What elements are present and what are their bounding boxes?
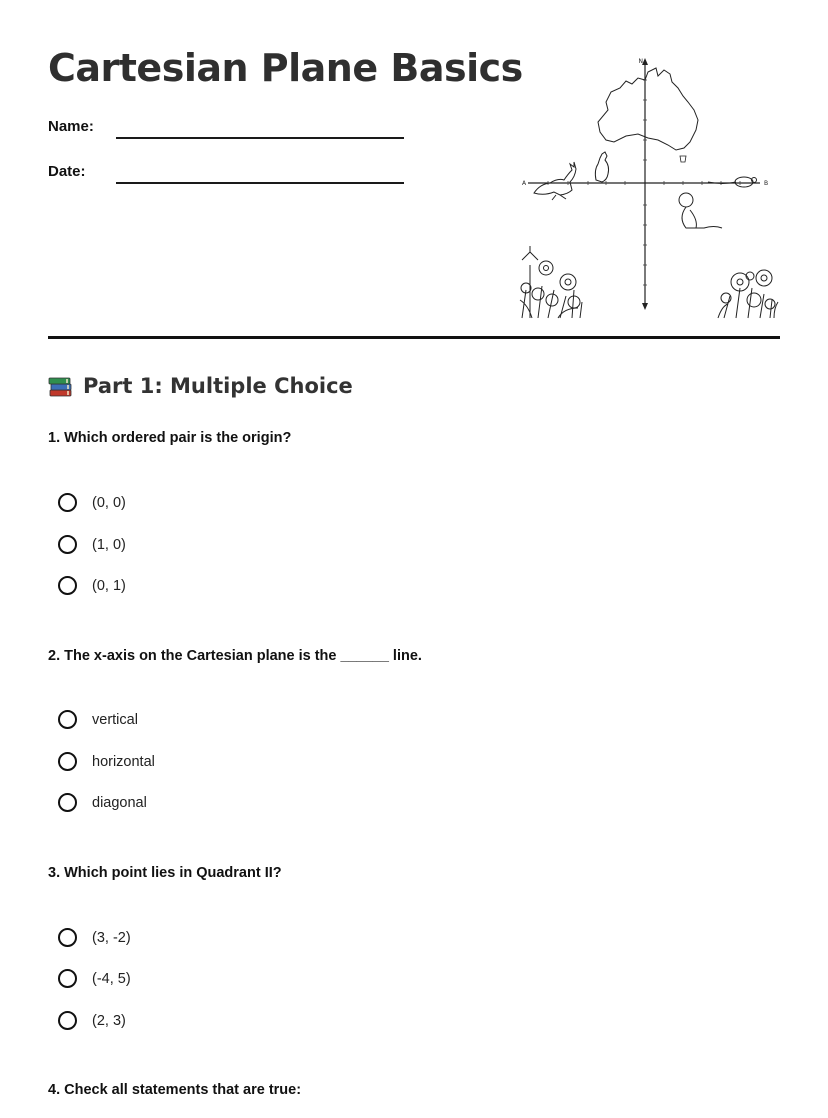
question-4: 4. Check all statements that are true: — [48, 1082, 302, 1098]
q1-option-1[interactable] — [58, 493, 126, 512]
flowers-left — [520, 246, 582, 318]
radio-button[interactable] — [58, 535, 77, 554]
q3-option-1[interactable] — [58, 928, 131, 947]
q3-option-2[interactable] — [58, 969, 131, 988]
option-label: (1, 0) — [92, 536, 126, 553]
q1-option-3[interactable] — [58, 576, 126, 595]
date-field[interactable] — [116, 182, 404, 184]
section-divider — [48, 336, 780, 339]
name-field[interactable] — [116, 137, 404, 139]
option-label: (0, 1) — [92, 577, 126, 594]
lizard-right — [708, 177, 757, 187]
north-label: N — [638, 58, 643, 65]
name-label: Name: — [48, 118, 94, 135]
books-icon — [48, 374, 74, 398]
radio-button[interactable] — [58, 576, 77, 595]
q2-option-3[interactable] — [58, 793, 147, 812]
question-1: 1. Which ordered pair is the origin? — [48, 430, 292, 446]
option-label: (-4, 5) — [92, 970, 131, 987]
radio-button[interactable] — [58, 1011, 77, 1030]
question-3: 3. Which point lies in Quadrant II? — [48, 865, 282, 881]
radio-button[interactable] — [58, 928, 77, 947]
radio-button[interactable] — [58, 493, 77, 512]
option-label: (3, -2) — [92, 929, 131, 946]
q2-option-1[interactable] — [58, 710, 138, 729]
kangaroo-lower — [679, 193, 722, 228]
option-label: vertical — [92, 711, 138, 728]
radio-button[interactable] — [58, 793, 77, 812]
option-label: (0, 0) — [92, 494, 126, 511]
section-heading — [48, 374, 353, 398]
q2-option-2[interactable] — [58, 752, 155, 771]
australia-map — [598, 68, 698, 150]
cartesian-plane-illustration — [508, 50, 784, 328]
option-label: diagonal — [92, 794, 147, 811]
section-title: Part 1: Multiple Choice — [83, 374, 353, 398]
point-b-label: B — [764, 180, 769, 187]
radio-button[interactable] — [58, 969, 77, 988]
kangaroo-left — [534, 162, 576, 200]
flowers-right — [718, 270, 778, 318]
q3-option-3[interactable] — [58, 1011, 126, 1030]
q1-option-2[interactable] — [58, 535, 126, 554]
option-label: (2, 3) — [92, 1012, 126, 1029]
point-a-label: A — [522, 180, 527, 187]
date-label: Date: — [48, 163, 86, 180]
radio-button[interactable] — [58, 752, 77, 771]
radio-button[interactable] — [58, 710, 77, 729]
worksheet-title: Cartesian Plane Basics — [48, 46, 523, 90]
kangaroo-small — [595, 152, 608, 182]
option-label: horizontal — [92, 753, 155, 770]
question-2: 2. The x-axis on the Cartesian plane is the ______ line. — [48, 648, 422, 664]
